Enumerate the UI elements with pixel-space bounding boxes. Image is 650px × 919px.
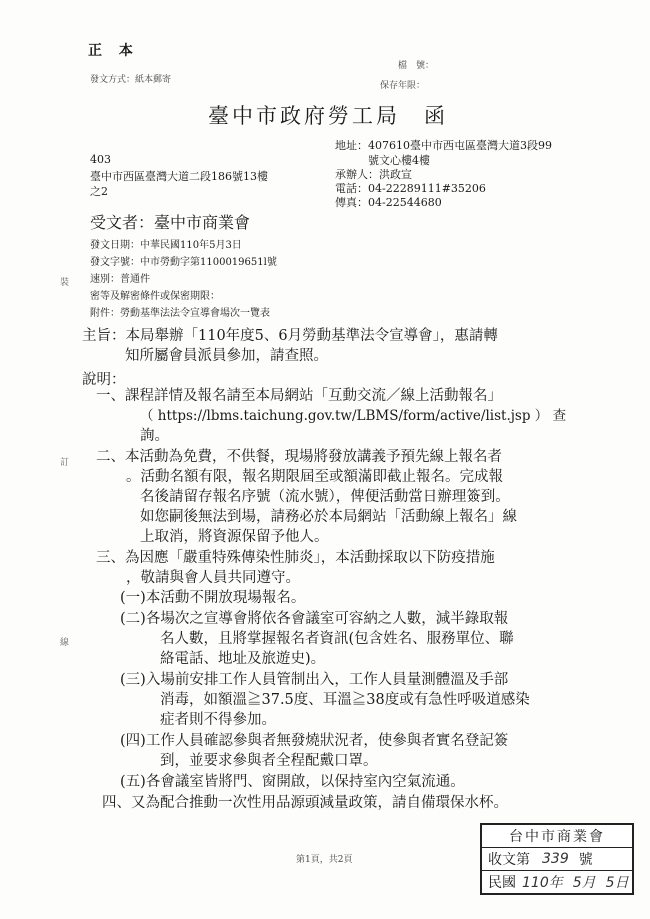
sub-item-3-line-3: 症者則不得參加。 — [160, 712, 276, 728]
sub-item-2-line-3: 絡電話、地址及旅遊史)。 — [160, 651, 326, 667]
delivery-method: 發文方式：紙本郵寄 — [90, 75, 172, 85]
item-3-line-1: 三、為因應「嚴重特殊傳染性肺炎」，本活動採取以下防疫措施 — [96, 550, 495, 566]
contact-phone: 電話：04-22289111#35206 — [335, 182, 486, 195]
stamp-date-year: 110年 — [522, 875, 563, 891]
explanation-label: 說明： — [82, 372, 126, 388]
speed: 速別：普通件 — [90, 274, 150, 285]
stamp-receipt-suffix: 號 — [578, 852, 593, 868]
contact-address-value: 407610臺中市西屯區臺灣大道3段99 — [368, 139, 552, 152]
contact-address — [335, 137, 552, 153]
subject-line-1: 主旨：本局舉辦「110年度5、6月勞動基準法令宣導會」，惠請轉 — [82, 328, 498, 344]
stamp-org: 台中市商業會 — [509, 829, 605, 845]
contact-address-label: 地址： — [335, 139, 368, 152]
margin-mark-3: 線 — [60, 638, 70, 648]
attachment: 附件：勞動基準法法令宣導會場次一覽表 — [90, 308, 270, 319]
stamp-receipt-number: 339 — [542, 851, 569, 867]
sub-item-1: (一)本活動不開放現場報名。 — [120, 590, 306, 606]
stamp-date-day: 5日 — [605, 875, 629, 891]
issue-date: 發文日期：中華民國110年5月3日 — [90, 240, 242, 251]
item-1-line-3: 詢。 — [140, 428, 169, 444]
contact-fax: 傳真：04-22544680 — [335, 196, 442, 209]
item-2-line-2: 。活動名額有限，報名期限屆至或額滿即截止報名。完成報 — [126, 469, 503, 485]
item-3-line-2: ，敬請與會人員共同遵守。 — [126, 570, 300, 586]
sub-item-2-line-1: (二)各場次之宣導會將依各會議室可容納之人數，減半錄取報 — [120, 611, 509, 627]
page-number: 第1頁，共2頁 — [296, 855, 353, 865]
sub-item-2-line-2: 名人數，且將掌握報名者資訊(包含姓名、服務單位、聯 — [160, 631, 514, 647]
recipient-address-line-2: 臺中市西區臺灣大道二段186號13樓 — [90, 170, 268, 183]
subject-line-2: 知所屬會員派員參加，請查照。 — [125, 348, 328, 364]
margin-mark-1: 裝 — [60, 278, 70, 288]
secrecy: 密等及解密條件或保密期限： — [90, 291, 220, 302]
sub-item-4-line-2: 到，並要求參與者全程配戴口罩。 — [160, 753, 378, 769]
retention-label: 保存年限： — [380, 81, 426, 91]
agency-title: 臺中市政府勞工局 函 — [208, 104, 448, 128]
item-1-line-1: 一、課程詳情及報名請至本局網站「互動交流／線上活動報名」 — [96, 388, 502, 404]
sub-item-4-line-1: (四)工作人員確認參與者無發燒狀況者，使參與者實名登記簽 — [120, 733, 509, 749]
item-1-line-2: （ https://lbms.taichung.gov.tw/LBMS/form/active/list.jsp ） 查 — [140, 408, 567, 424]
stamp-date-row — [482, 870, 632, 893]
stamp-receipt-label: 收文第 — [488, 852, 530, 868]
sub-item-3-line-1: (三)入場前安排工作人員管制出入，工作人員量測體溫及手部 — [120, 672, 509, 688]
margin-mark-2: 訂 — [60, 458, 70, 468]
recipient: 受文者：臺中市商業會 — [90, 213, 251, 232]
stamp-receipt-row — [482, 847, 632, 870]
item-2-line-3: 名後請留存報名序號（流水號），俾便活動當日辦理簽到。 — [140, 489, 510, 505]
item-2-line-5: 上取消，將資源保留予他人。 — [140, 529, 329, 545]
file-number-label: 檔 號： — [398, 61, 435, 71]
recipient-address-line-1: 403 — [90, 153, 111, 166]
copy-mark: 正 本 — [88, 43, 139, 59]
contact-person: 承辦人：洪政宣 — [335, 168, 412, 181]
sub-item-3-line-2: 消毒，如額溫≧37.5度、耳溫≧38度或有急性呼吸道感染 — [160, 692, 530, 708]
receipt-stamp — [480, 823, 634, 895]
item-2-line-4: 如您嗣後無法到場，請務必於本局網站「活動線上報名」線 — [140, 509, 517, 525]
issue-number: 發文字號：中市勞動字第1100019651l號 — [90, 257, 277, 268]
contact-address-cont: 號文心樓4樓 — [368, 154, 430, 167]
sub-item-5: (五)各會議室皆將門、窗開啟，以保持室內空氣流通。 — [120, 774, 465, 790]
recipient-address-line-3: 之2 — [90, 185, 108, 198]
stamp-date-month: 5月 — [572, 875, 596, 891]
item-4: 四、又為配合推動一次性用品源頭減量政策，請自備環保水杯。 — [102, 795, 508, 811]
item-2-line-1: 二、本活動為免費，不供餐，現場將發放講義予預先線上報名者 — [96, 449, 502, 465]
stamp-date-prefix: 民國 — [488, 875, 516, 891]
